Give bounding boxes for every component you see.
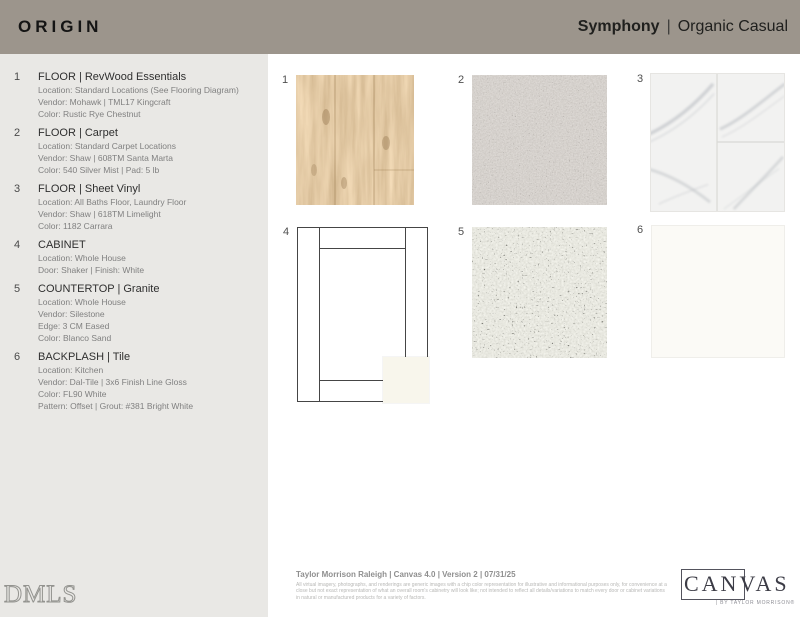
wood-texture-image <box>296 75 414 205</box>
spec-detail-line: Color: 540 Silver Mist | Pad: 5 lb <box>38 165 160 175</box>
spec-item-number: 1 <box>14 71 21 83</box>
spec-item-details <box>38 364 260 412</box>
spec-detail-line: Location: Kitchen <box>38 365 104 375</box>
spec-item-details <box>38 196 260 232</box>
swatch-number-5: 5 <box>458 226 465 238</box>
spec-item <box>0 351 268 412</box>
spec-item-title: FLOOR | Sheet Vinyl <box>38 183 141 195</box>
title-separator: | <box>666 18 671 35</box>
spec-item-title: BACKPLASH | Tile <box>38 351 131 363</box>
swatch-number-3: 3 <box>637 73 644 85</box>
spec-detail-line: Door: Shaker | Finish: White <box>38 265 145 275</box>
header <box>0 0 800 54</box>
footer-info <box>296 570 668 601</box>
spec-detail-line: Vendor: Mohawk | TML17 Kingcraft <box>38 97 171 107</box>
swatch-number-4: 4 <box>283 226 290 238</box>
spec-detail-line: Color: Rustic Rye Chestnut <box>38 109 141 119</box>
style-name: Organic Casual <box>677 18 788 35</box>
spec-item-title: FLOOR | RevWood Essentials <box>38 71 187 83</box>
spec-detail-line: Location: Standard Carpet Locations <box>38 141 176 151</box>
spec-detail-line: Color: FL90 White <box>38 389 107 399</box>
swatch-white-tile <box>637 224 785 358</box>
spec-detail-line: Location: Whole House <box>38 297 126 307</box>
spec-item-number: 5 <box>14 283 21 295</box>
swatch-carpet <box>458 74 607 205</box>
swatch-number-1: 1 <box>282 74 289 86</box>
spec-detail-line: Color: 1182 Carrara <box>38 221 113 231</box>
spec-detail-line: Pattern: Offset | Grout: #381 Bright White <box>38 401 194 411</box>
spec-item-number: 3 <box>14 183 21 195</box>
spec-item-details <box>38 252 260 276</box>
spec-item-title: COUNTERTOP | Granite <box>38 283 160 295</box>
spec-detail-line: Location: Whole House <box>38 253 126 263</box>
swatch-number-2: 2 <box>458 74 465 86</box>
white-tile-image <box>651 225 785 358</box>
spec-list <box>0 71 268 412</box>
spec-detail-line: Vendor: Shaw | 608TM Santa Marta <box>38 153 173 163</box>
spec-item <box>0 239 268 276</box>
granite-texture-image <box>472 227 607 358</box>
project-title: ORIGIN <box>18 17 103 36</box>
collection-name: Symphony <box>577 18 660 35</box>
spec-item-number: 6 <box>14 351 21 363</box>
door-rail-line-top <box>320 248 405 249</box>
spec-detail-line: Location: All Baths Floor, Laundry Floor <box>38 197 187 207</box>
spec-list-panel <box>0 54 268 617</box>
spec-detail-line: Vendor: Shaw | 618TM Limelight <box>38 209 161 219</box>
spec-item <box>0 127 268 176</box>
spec-item-title: FLOOR | Carpet <box>38 127 118 139</box>
spec-item <box>0 283 268 344</box>
spec-item-details <box>38 140 260 176</box>
spec-detail-line: Location: Standard Locations (See Flooring Diagram) <box>38 85 239 95</box>
footer-disclaimer: All virtual imagery, photographs, and renderings are generic images with a chip color representation for illustrative and informational purposes only, for convenience at a close but not exact representation of what an overall room's cabinetry will look like; not intended to reflect all details/variations to match every door or cabinet variations in natural or manufactured products for a variety of factors. <box>296 582 667 601</box>
swatch-revwood-flooring <box>282 74 414 205</box>
spec-item <box>0 71 268 120</box>
spec-item <box>0 183 268 232</box>
canvas-logo-tagline: | BY TAYLOR MORRISON® <box>715 600 795 606</box>
carpet-texture-image <box>472 75 607 205</box>
footer-version-line: Taylor Morrison Raleigh | Canvas 4.0 | Version 2 | 07/31/25 <box>296 570 516 579</box>
spec-item-number: 4 <box>14 239 21 251</box>
spec-item-details <box>38 84 260 120</box>
swatch-sheet-vinyl <box>637 73 785 212</box>
door-stile-line-left <box>319 228 320 401</box>
swatch-granite <box>458 226 607 358</box>
marble-texture-image <box>651 74 784 211</box>
swatch-number-6: 6 <box>637 224 644 236</box>
shaker-door-drawing <box>297 227 428 402</box>
dmls-logo: DMLS <box>4 581 78 608</box>
spec-detail-line: Vendor: Silestone <box>38 309 105 319</box>
spec-item-title: CABINET <box>38 239 86 251</box>
spec-item-details <box>38 296 260 344</box>
canvas-logo-text: CANVAS <box>684 571 790 596</box>
spec-detail-line: Vendor: Dal-Tile | 3x6 Finish Line Gloss <box>38 377 187 387</box>
spec-item-number: 2 <box>14 127 21 139</box>
spec-detail-line: Edge: 3 CM Eased <box>38 321 110 331</box>
spec-detail-line: Color: Blanco Sand <box>38 333 112 343</box>
collection-title <box>578 18 788 36</box>
cabinet-finish-color-chip <box>383 357 429 403</box>
swatch-cabinet-door <box>283 226 428 402</box>
canvas-logo <box>681 569 795 606</box>
